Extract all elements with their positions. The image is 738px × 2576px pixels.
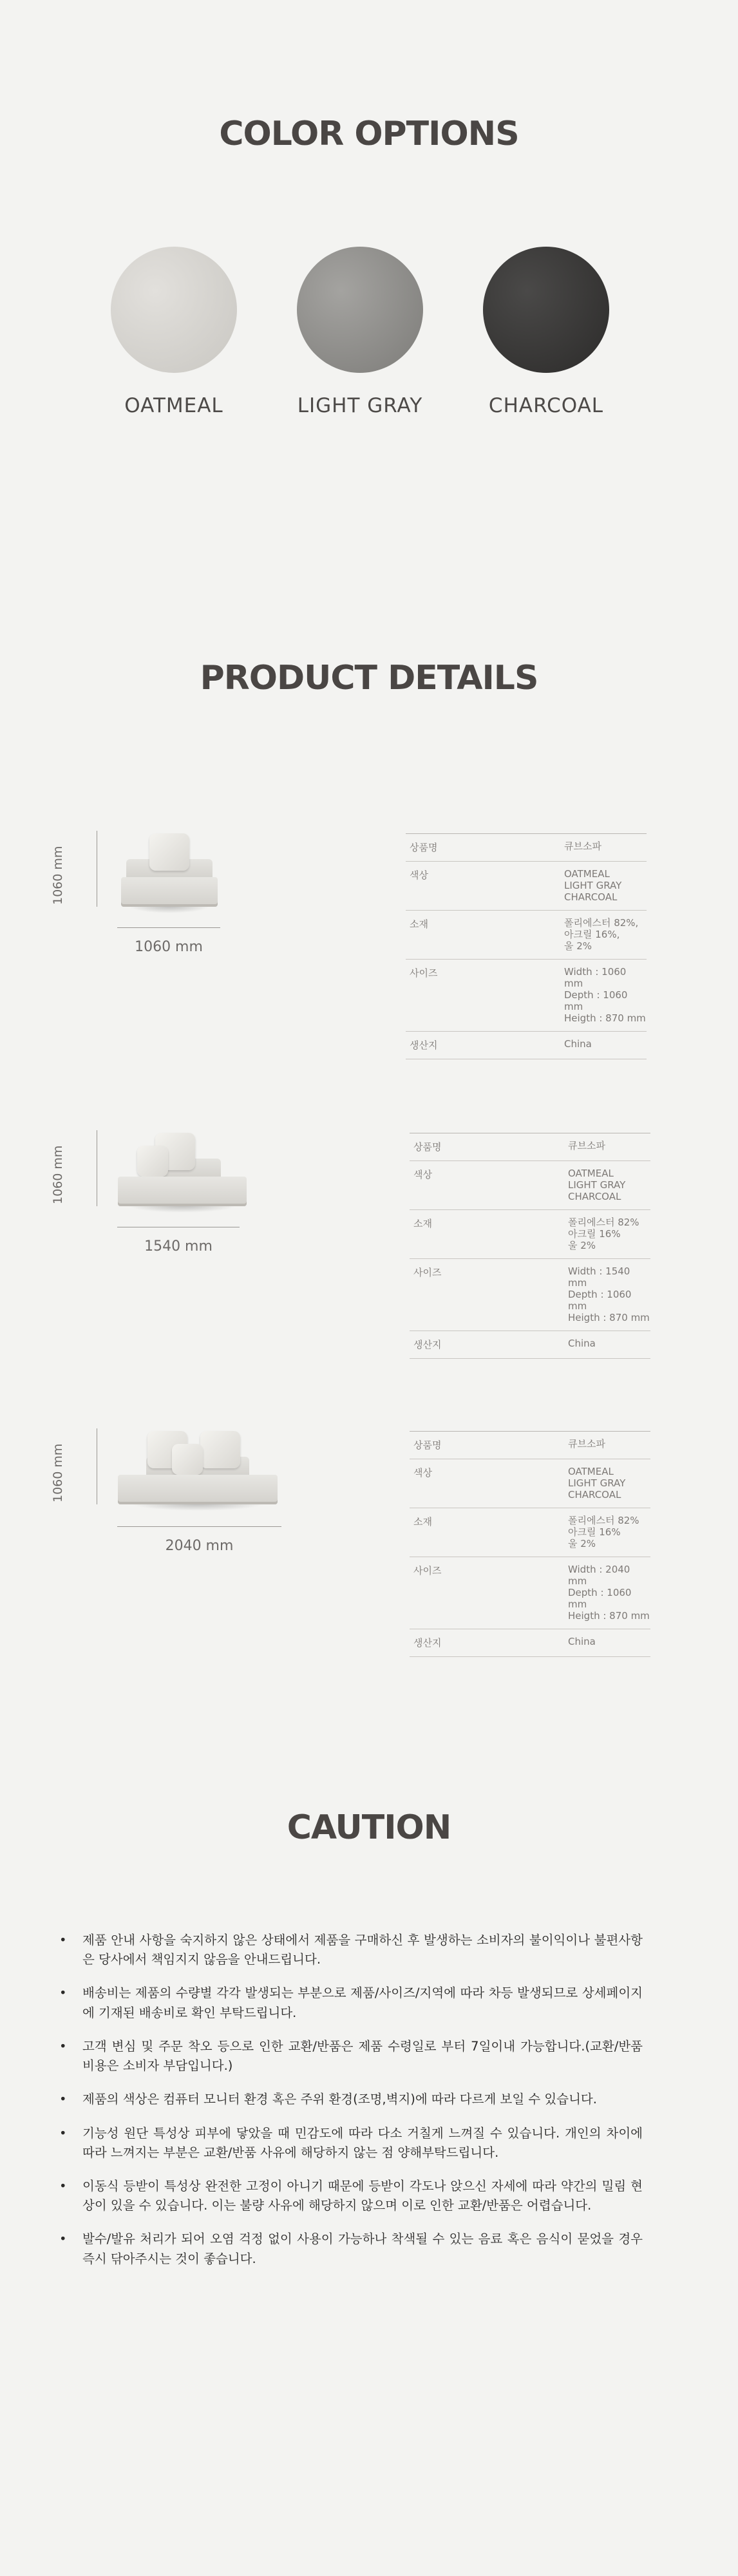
spec-row-name: 상품명 큐브소파 <box>406 834 647 862</box>
caution-item: • 발수/발유 처리가 되어 오염 걱정 없이 사용이 가능하나 착색될 수 있는 음료 혹은 음식이 묻었을 경우 즉시 닦아주시는 것이 좋습니다. <box>82 2230 643 2268</box>
spec-row-name: 상품명 큐브소파 <box>410 1432 650 1459</box>
caution-item: • 이동식 등받이 특성상 완전한 고정이 아니기 때문에 등받이 각도나 앉으신 자세에 따라 약간의 밀림 현상이 있을 수 있습니다. 이는 불량 사유에 해당하지 않으며 이로 인한 교환/반품은 어렵습니다. <box>82 2177 643 2215</box>
swatch-label-light-gray: LIGHT GRAY <box>297 394 423 417</box>
spec-row-size: 사이즈 Width : 2040 mm Depth : 1060 mm Heigth : 870 mm <box>410 1557 650 1629</box>
spec-row-origin: 생산지 China <box>406 1032 647 1059</box>
spec-row-name: 상품명 큐브소파 <box>410 1133 650 1161</box>
spec-row-color: 색상 OATMEAL LIGHT GRAY CHARCOAL <box>410 1161 650 1210</box>
product-1 <box>0 831 738 1051</box>
width-dimension-line <box>117 1526 281 1527</box>
spec-row-material: 소재 폴리에스터 82% 아크릴 16% 울 2% <box>410 1508 650 1557</box>
product-2 <box>0 1130 738 1350</box>
width-dimension-line <box>117 927 220 928</box>
sofa-image-2040 <box>118 1428 278 1504</box>
width-dimension-label: 1060 mm <box>135 939 203 955</box>
caution-item: • 제품 안내 사항을 숙지하지 않은 상태에서 제품을 구매하신 후 발생하는 소비자의 불이익이나 불편사항은 당사에서 책임지지 않음을 안내드립니다. <box>82 1931 643 1969</box>
spec-table <box>410 1133 650 1359</box>
spec-row-color: 색상 OATMEAL LIGHT GRAY CHARCOAL <box>410 1459 650 1508</box>
swatch-label-oatmeal: OATMEAL <box>124 394 223 417</box>
sofa-image-1060 <box>121 831 218 907</box>
swatch-light-gray[interactable] <box>297 247 423 373</box>
swatch-label-charcoal: CHARCOAL <box>488 394 604 417</box>
caution-item: • 고객 변심 및 주문 착오 등으로 인한 교환/반품은 제품 수령일로 부터 7일이내 가능합니다.(교환/반품 비용은 소비자 부담입니다.) <box>82 2037 643 2076</box>
caution-item: • 배송비는 제품의 수량별 각각 발생되는 부분으로 제품/사이즈/지역에 따라 차등 발생되므로 상세페이지에 기재된 배송비로 확인 부탁드립니다. <box>82 1984 643 2022</box>
height-dimension-label: 1060 mm <box>51 1443 65 1502</box>
spec-row-origin: 생산지 China <box>410 1331 650 1359</box>
width-dimension-label: 2040 mm <box>165 1538 234 1554</box>
spec-row-material: 소재 폴리에스터 82%, 아크릴 16%, 울 2% <box>406 911 647 960</box>
caution-title: CAUTION <box>287 1808 451 1847</box>
height-dimension-label: 1060 mm <box>51 846 65 905</box>
spec-row-size: 사이즈 Width : 1060 mm Depth : 1060 mm Heigth : 870 mm <box>406 960 647 1032</box>
spec-row-material: 소재 폴리에스터 82% 아크릴 16% 울 2% <box>410 1210 650 1259</box>
spec-table <box>406 833 647 1059</box>
height-dimension-label: 1060 mm <box>51 1145 65 1204</box>
sofa-image-1540 <box>118 1130 247 1206</box>
caution-item: • 제품의 색상은 컴퓨터 모니터 환경 혹은 주위 환경(조명,벽지)에 따라 다르게 보일 수 있습니다. <box>82 2090 643 2109</box>
swatch-charcoal[interactable] <box>483 247 609 373</box>
color-options-title: COLOR OPTIONS <box>219 115 519 153</box>
spec-table <box>410 1431 650 1657</box>
caution-list <box>82 1931 643 2283</box>
product-3 <box>0 1428 738 1649</box>
swatch-oatmeal[interactable] <box>111 247 237 373</box>
caution-item: • 기능성 원단 특성상 피부에 닿았을 때 민감도에 따라 다소 거칠게 느껴질 수 있습니다. 개인의 차이에 따라 느껴지는 부분은 교환/반품 사유에 해당하지 않는 점 양해부탁드립니다. <box>82 2124 643 2163</box>
width-dimension-label: 1540 mm <box>144 1238 213 1255</box>
product-details-title: PRODUCT DETAILS <box>200 659 538 697</box>
spec-row-origin: 생산지 China <box>410 1629 650 1657</box>
spec-row-size: 사이즈 Width : 1540 mm Depth : 1060 mm Heigth : 870 mm <box>410 1259 650 1331</box>
spec-row-color: 색상 OATMEAL LIGHT GRAY CHARCOAL <box>406 862 647 911</box>
